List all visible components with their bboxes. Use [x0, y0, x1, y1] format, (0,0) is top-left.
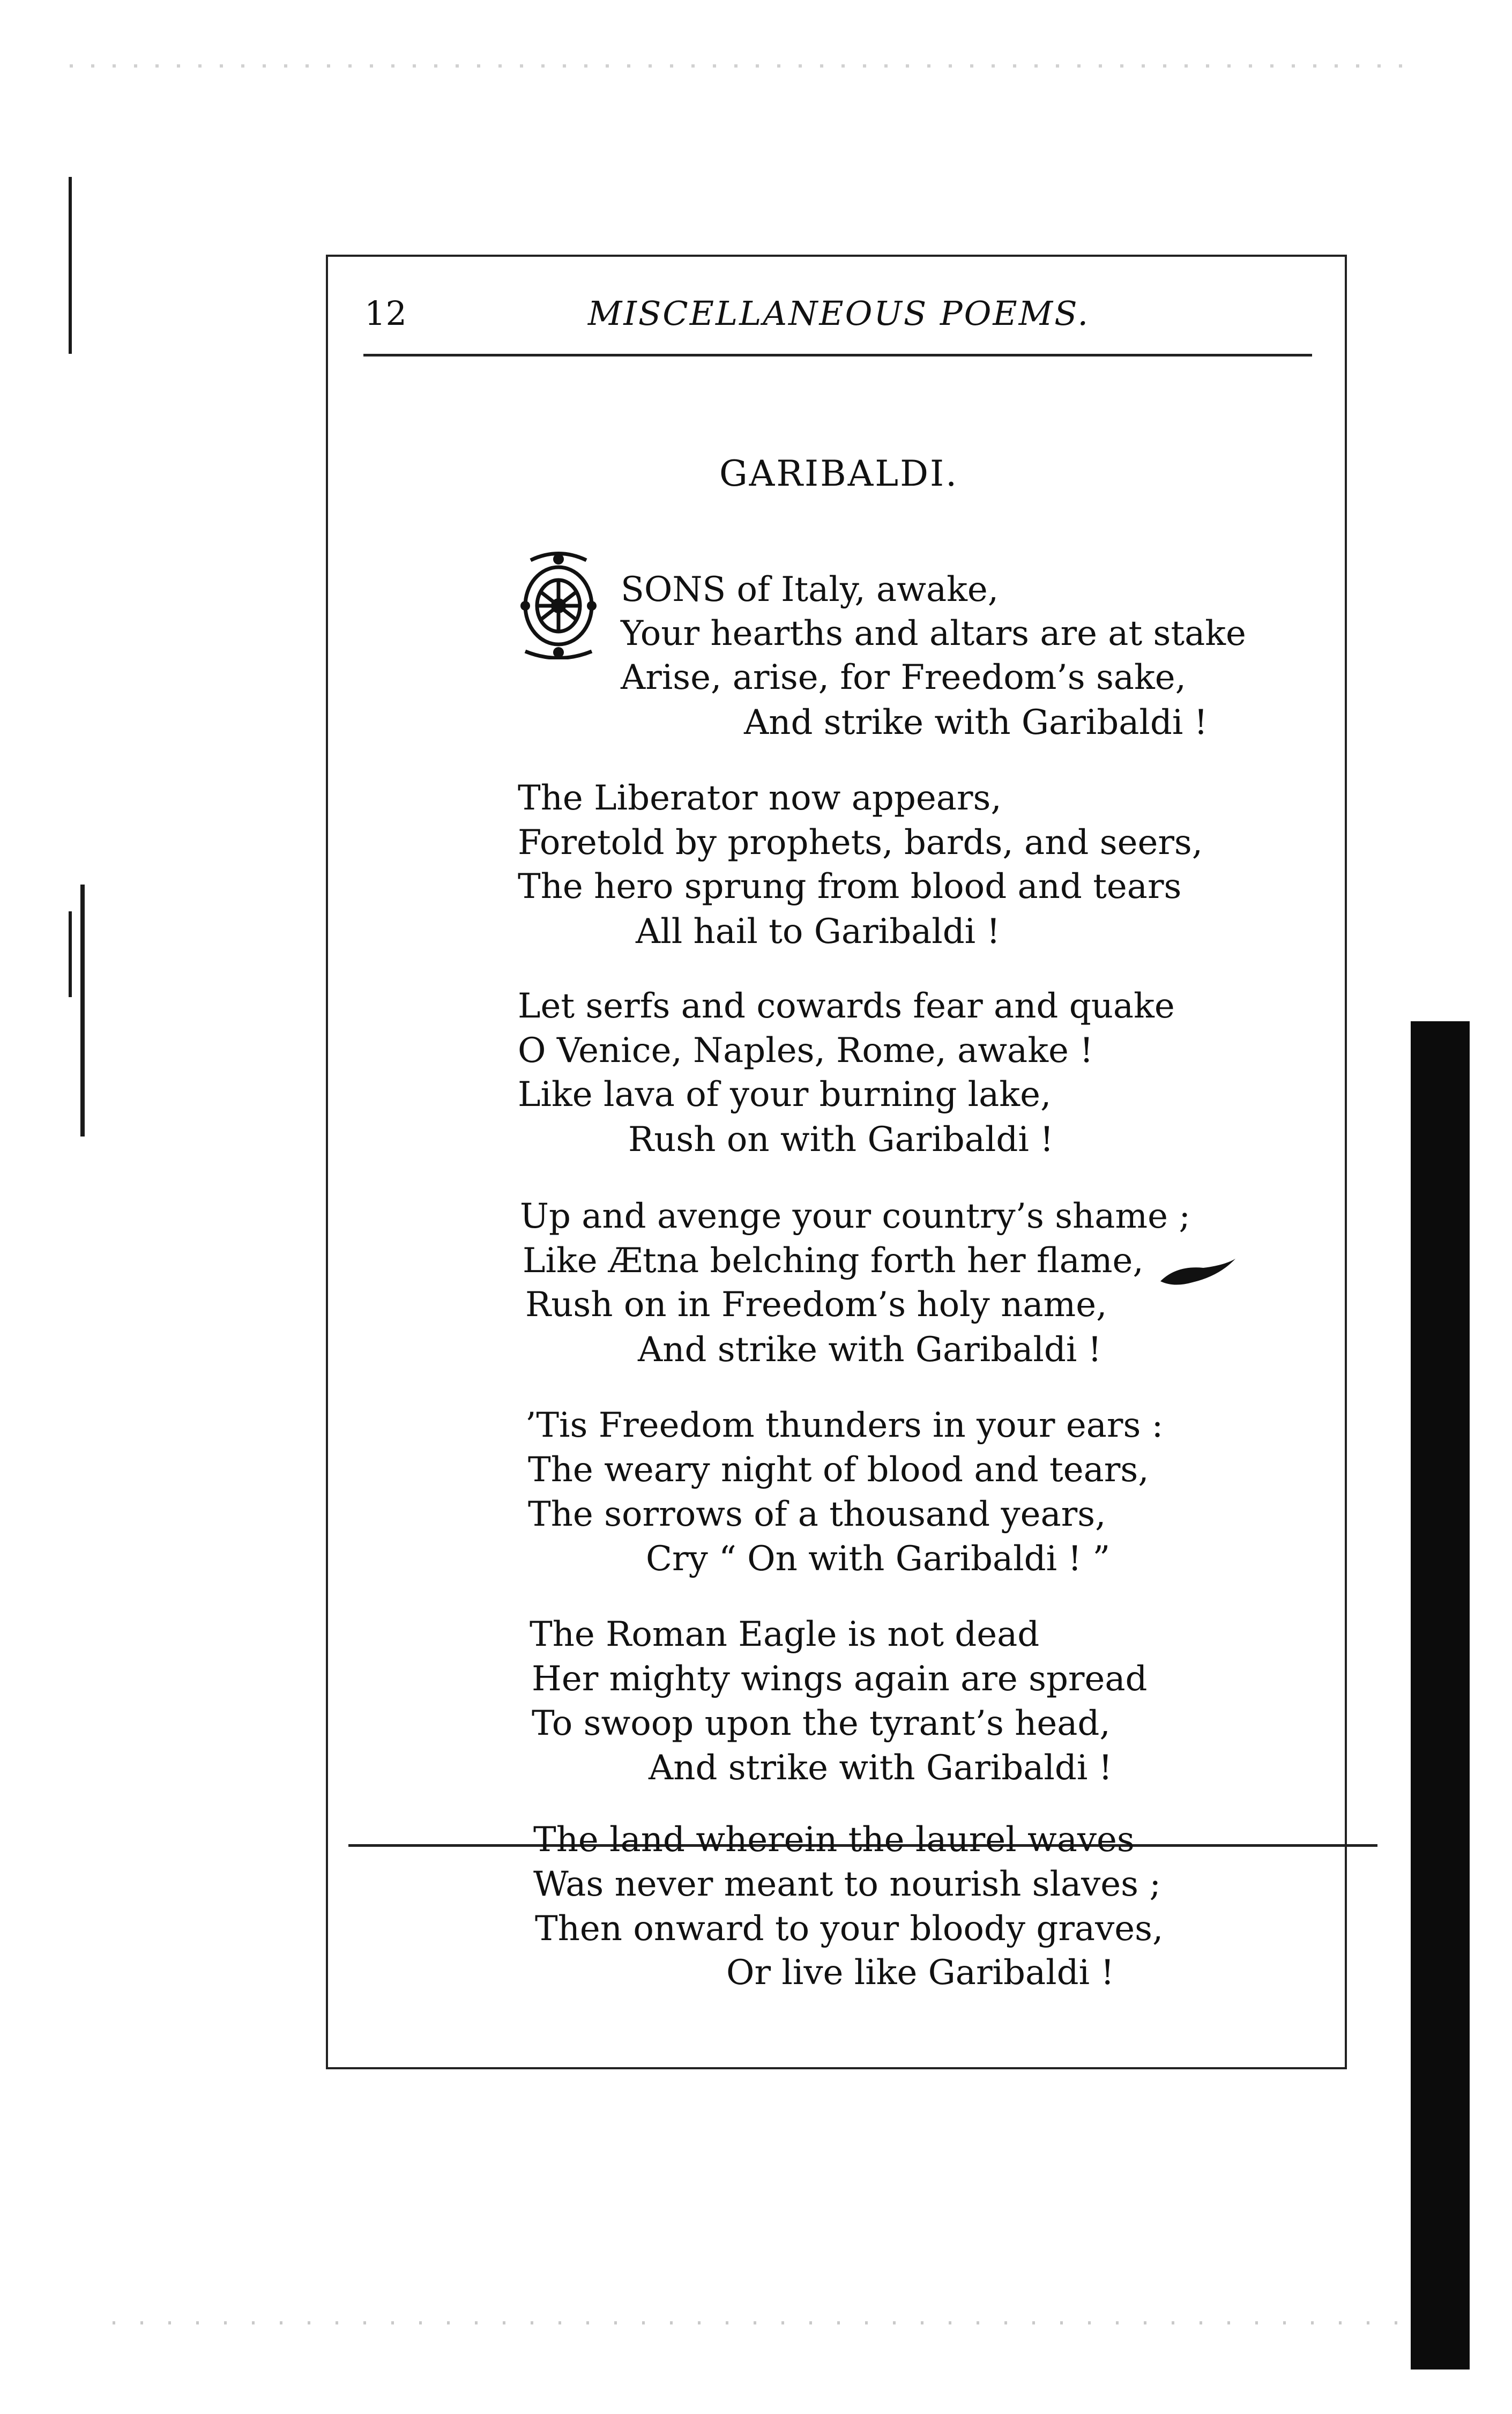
poem-line: The hero sprung from blood and tears	[518, 867, 1182, 907]
poem-line: Arise, arise, for Freedom’s sake,	[621, 658, 1186, 697]
poem-line: The weary night of blood and tears,	[528, 1450, 1149, 1490]
poem-line: SONS of Italy, awake,	[621, 570, 999, 610]
poem-line: Let serfs and cowards fear and quake	[518, 986, 1175, 1026]
header-rule	[363, 354, 1312, 356]
scan-noise-bottom	[113, 2321, 1410, 2324]
poem-line: Or live like Garibaldi !	[726, 1953, 1115, 1993]
poem-line: Was never meant to nourish slaves ;	[533, 1865, 1161, 1904]
poem-line: Up and avenge your country’s shame ;	[520, 1197, 1190, 1236]
page-number: 12	[364, 294, 407, 333]
poem-line: Her mighty wings again are spread	[532, 1659, 1148, 1699]
poem-line: Foretold by prophets, bards, and seers,	[518, 823, 1203, 863]
poem-title: GARIBALDI.	[719, 453, 959, 494]
page-border	[326, 255, 1347, 2069]
scan-noise-top	[70, 64, 1410, 68]
poem-line: Like Ætna belching forth her flame,	[523, 1241, 1144, 1281]
poem-line: Cry “ On with Garibaldi ! ”	[646, 1539, 1111, 1579]
poem-line: Rush on in Freedom’s holy name,	[525, 1285, 1107, 1325]
scan-edge-mark	[69, 177, 72, 354]
poem-line: And strike with Garibaldi !	[649, 1748, 1113, 1788]
poem-line: The sorrows of a thousand years,	[528, 1495, 1106, 1534]
scan-edge-mark	[69, 911, 72, 997]
scan-edge-mark	[80, 885, 85, 1137]
poem-line: Your hearths and altars are at stake	[621, 614, 1246, 653]
poem-line: Like lava of your burning lake,	[518, 1075, 1052, 1115]
running-title: MISCELLANEOUS POEMS.	[587, 294, 1090, 333]
poem-line: The Liberator now appears,	[518, 778, 1002, 818]
poem-line: And strike with Garibaldi !	[638, 1330, 1102, 1370]
poem-line: ’Tis Freedom thunders in your ears :	[525, 1406, 1164, 1445]
poem-line: O Venice, Naples, Rome, awake !	[518, 1031, 1093, 1071]
ink-blot-icon	[1155, 1254, 1241, 1292]
drop-cap-letter: O	[558, 617, 559, 618]
poem-line: Rush on with Garibaldi !	[628, 1120, 1054, 1160]
running-header	[364, 284, 1313, 338]
scan-shadow-right	[1411, 1021, 1470, 2370]
ornamental-drop-cap-icon	[515, 549, 603, 659]
poem-line: To swoop upon the tyrant’s head,	[532, 1704, 1111, 1743]
poem-line: The land wherein the laurel waves	[533, 1820, 1135, 1860]
poem-line: The Roman Eagle is not dead	[530, 1615, 1040, 1654]
poem-line: And strike with Garibaldi !	[744, 703, 1208, 742]
poem-line: Then onward to your bloody graves,	[535, 1909, 1164, 1949]
poem-line: All hail to Garibaldi !	[636, 912, 1001, 952]
